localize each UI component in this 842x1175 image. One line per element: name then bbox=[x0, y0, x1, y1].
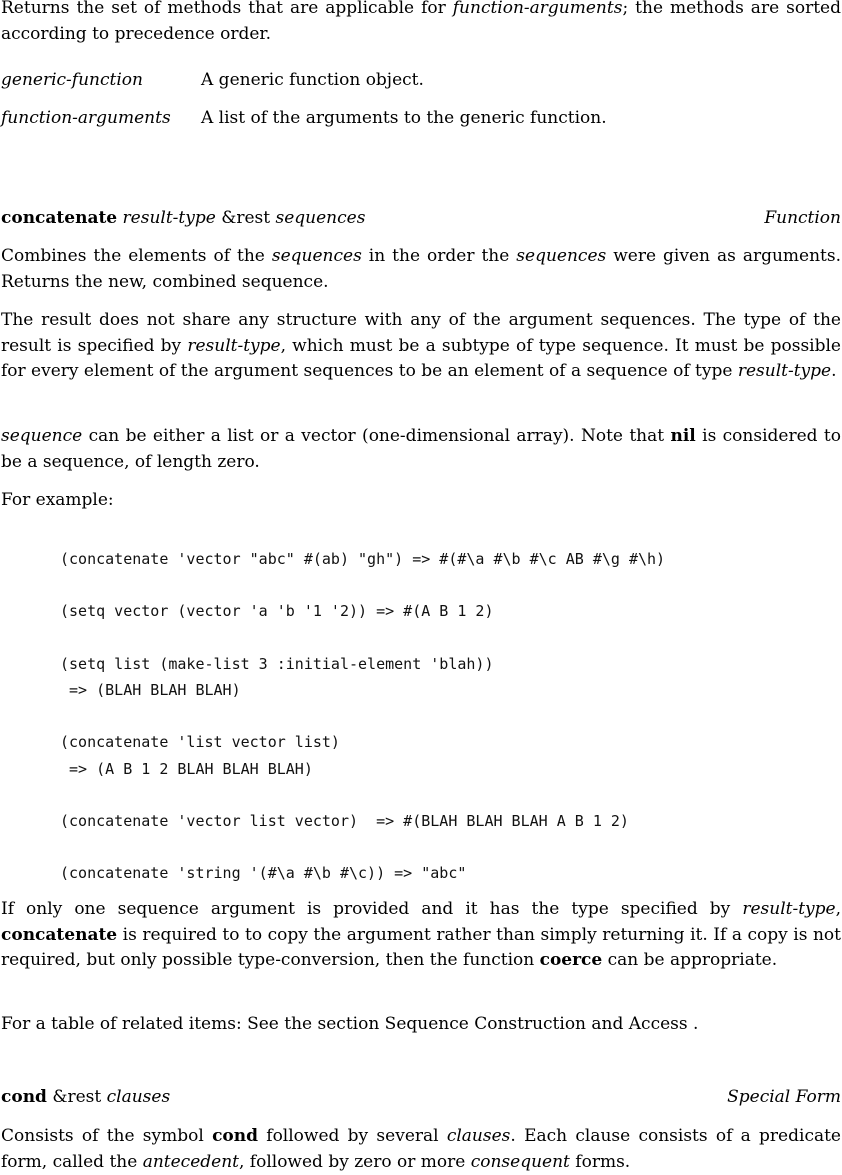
code-line: (concatenate 'vector list vector) => #(BLAH BLAH BLAH A B 1 2) bbox=[60, 812, 629, 831]
concatenate-paragraph-5: If only one sequence argument is provided and it has the type specified by result-type, concatenate is required to to copy the argument rather than simply returning it. If a copy is not required, but only possible type-conversion, then the function coerce can be appropriate. bbox=[1, 899, 841, 970]
code-line: (concatenate 'string '(#\a #\b #\c)) => "abc" bbox=[60, 864, 467, 883]
arg-desc: A generic function object. bbox=[201, 70, 424, 90]
intro-paragraph bbox=[1, 0, 841, 47]
entry-arg: result-type bbox=[122, 208, 216, 228]
concatenate-paragraph-2: The result does not share any structure with any of the argument sequences. The type of the result is specified by result-type, which must be a subtype of type sequence. It must be possible for every element of the argument sequences to be an element of a sequence of type result-type. bbox=[1, 310, 841, 381]
entry-arg: clauses bbox=[106, 1087, 171, 1107]
code-line: (setq vector (vector 'a 'b '1 '2)) => #(A B 1 2) bbox=[60, 602, 494, 621]
code-line: => (A B 1 2 BLAH BLAH BLAH) bbox=[60, 759, 313, 778]
section-link[interactable]: Sequence Construction and Access bbox=[384, 1014, 694, 1034]
concatenate-paragraph-6: For a table of related items: See the section Sequence Construction and Access . bbox=[1, 1014, 699, 1034]
code-line: (setq list (make-list 3 :initial-element 'blah)) bbox=[60, 654, 494, 673]
entry-lambda-keyword: &rest bbox=[221, 208, 271, 228]
arg-desc: A list of the arguments to the generic function. bbox=[201, 108, 607, 128]
intro-arg: function-arguments bbox=[452, 0, 623, 18]
entry-name: concatenate bbox=[1, 208, 118, 228]
entry-header-concatenate bbox=[1, 206, 841, 231]
entry-name: cond bbox=[1, 1087, 47, 1107]
concatenate-paragraph-3: sequence can be either a list or a vector (one-dimensional array). Note that nil is considered to be a sequence, of length zero. bbox=[1, 426, 841, 472]
cond-paragraph-1: Consists of the symbol cond followed by several clauses. Each clause consists of a predicate form, called the antecedent, followed by zero or more consequent forms. bbox=[1, 1126, 841, 1172]
arg-name: generic-function bbox=[1, 70, 143, 90]
entry-lambda-keyword: &rest bbox=[52, 1087, 102, 1107]
code-line: (concatenate 'list vector list) bbox=[60, 733, 340, 752]
intro-text-end: ; the methods are sorted according to precedence order. bbox=[1, 0, 841, 44]
arg-name: function-arguments bbox=[1, 108, 171, 128]
code-example bbox=[60, 546, 665, 887]
entry-kind: Special Form bbox=[727, 1087, 841, 1107]
entry-arg: sequences bbox=[275, 208, 366, 228]
concatenate-paragraph-1: Combines the elements of the sequences in the order the sequences were given as arguments. Returns the new, combined sequence. bbox=[1, 246, 841, 292]
entry-kind: Function bbox=[764, 208, 841, 228]
intro-text: Returns the set of methods that are applicable for bbox=[1, 0, 453, 18]
code-line: => (BLAH BLAH BLAH) bbox=[60, 681, 241, 700]
entry-header-cond bbox=[1, 1085, 841, 1110]
concatenate-paragraph-4: For example: bbox=[1, 490, 114, 510]
code-line: (concatenate 'vector "abc" #(ab) "gh") => #(#\a #\b #\c AB #\g #\h) bbox=[60, 550, 666, 568]
